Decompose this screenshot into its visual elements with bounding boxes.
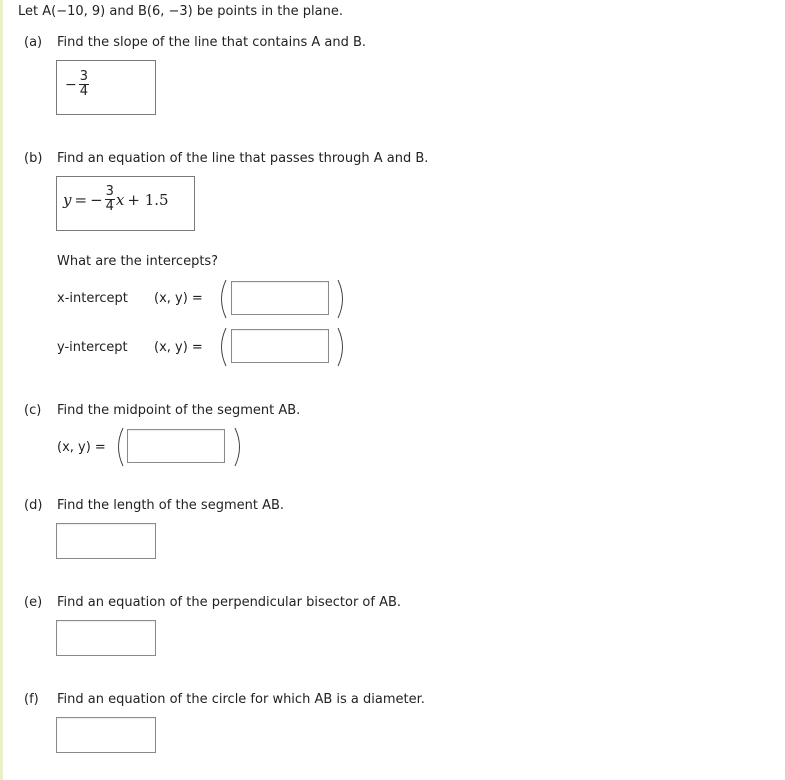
part-a-label: (a) <box>24 35 43 50</box>
part-a-answer <box>65 70 89 99</box>
fraction-numerator: 3 <box>105 184 114 199</box>
part-d-question: Find the length of the segment AB. <box>57 498 285 513</box>
perpendicular-bisector-input[interactable] <box>56 620 156 656</box>
part-e-question: Find an equation of the perpendicular bisector of AB. <box>57 595 402 610</box>
equation-constant: + 1.5 <box>127 190 169 209</box>
y-intercept-label: y-intercept <box>57 340 128 355</box>
minus-sign: − <box>90 190 103 209</box>
equation-lhs: y <box>63 190 72 209</box>
part-f-question: Find an equation of the circle for which AB is a diameter. <box>57 692 425 707</box>
right-paren-icon <box>336 327 348 367</box>
minus-sign: − <box>65 76 77 93</box>
slope-fraction <box>105 185 115 214</box>
part-e-label: (e) <box>24 595 43 610</box>
x-intercept-pair-label: (x, y) = <box>154 291 203 306</box>
y-intercept-pair-label: (x, y) = <box>154 340 203 355</box>
problem-statement: Let A(−10, 9) and B(6, −3) be points in the plane. <box>18 4 343 19</box>
fraction-denominator: 4 <box>79 84 89 99</box>
part-a-answer-box <box>56 60 156 115</box>
left-margin-rule <box>0 0 3 780</box>
left-paren-icon <box>113 427 125 467</box>
part-b-question: Find an equation of the line that passes through A and B. <box>57 151 429 166</box>
right-paren-icon <box>233 427 245 467</box>
left-paren-icon <box>216 327 228 367</box>
part-c-question: Find the midpoint of the segment AB. <box>57 403 301 418</box>
part-b-label: (b) <box>24 151 43 166</box>
part-f-label: (f) <box>24 692 39 707</box>
circle-equation-input[interactable] <box>56 717 156 753</box>
part-c-label: (c) <box>24 403 42 418</box>
equation-variable: x <box>115 190 125 209</box>
midpoint-pair-label: (x, y) = <box>57 440 106 455</box>
right-paren-icon <box>336 279 348 319</box>
part-b-answer <box>63 185 169 214</box>
x-intercept-label: x-intercept <box>57 291 128 306</box>
part-a-question: Find the slope of the line that contains A and B. <box>57 35 367 50</box>
equals-sign: = <box>74 190 88 209</box>
fraction-numerator: 3 <box>79 69 89 84</box>
slope-fraction <box>79 70 89 99</box>
part-b-answer-box <box>56 176 195 231</box>
fraction-denominator: 4 <box>105 199 114 214</box>
x-intercept-input[interactable] <box>231 281 329 315</box>
y-intercept-input[interactable] <box>231 329 329 363</box>
part-d-label: (d) <box>24 498 43 513</box>
segment-length-input[interactable] <box>56 523 156 559</box>
midpoint-input[interactable] <box>127 429 225 463</box>
intercepts-prompt: What are the intercepts? <box>57 254 219 269</box>
left-paren-icon <box>216 279 228 319</box>
